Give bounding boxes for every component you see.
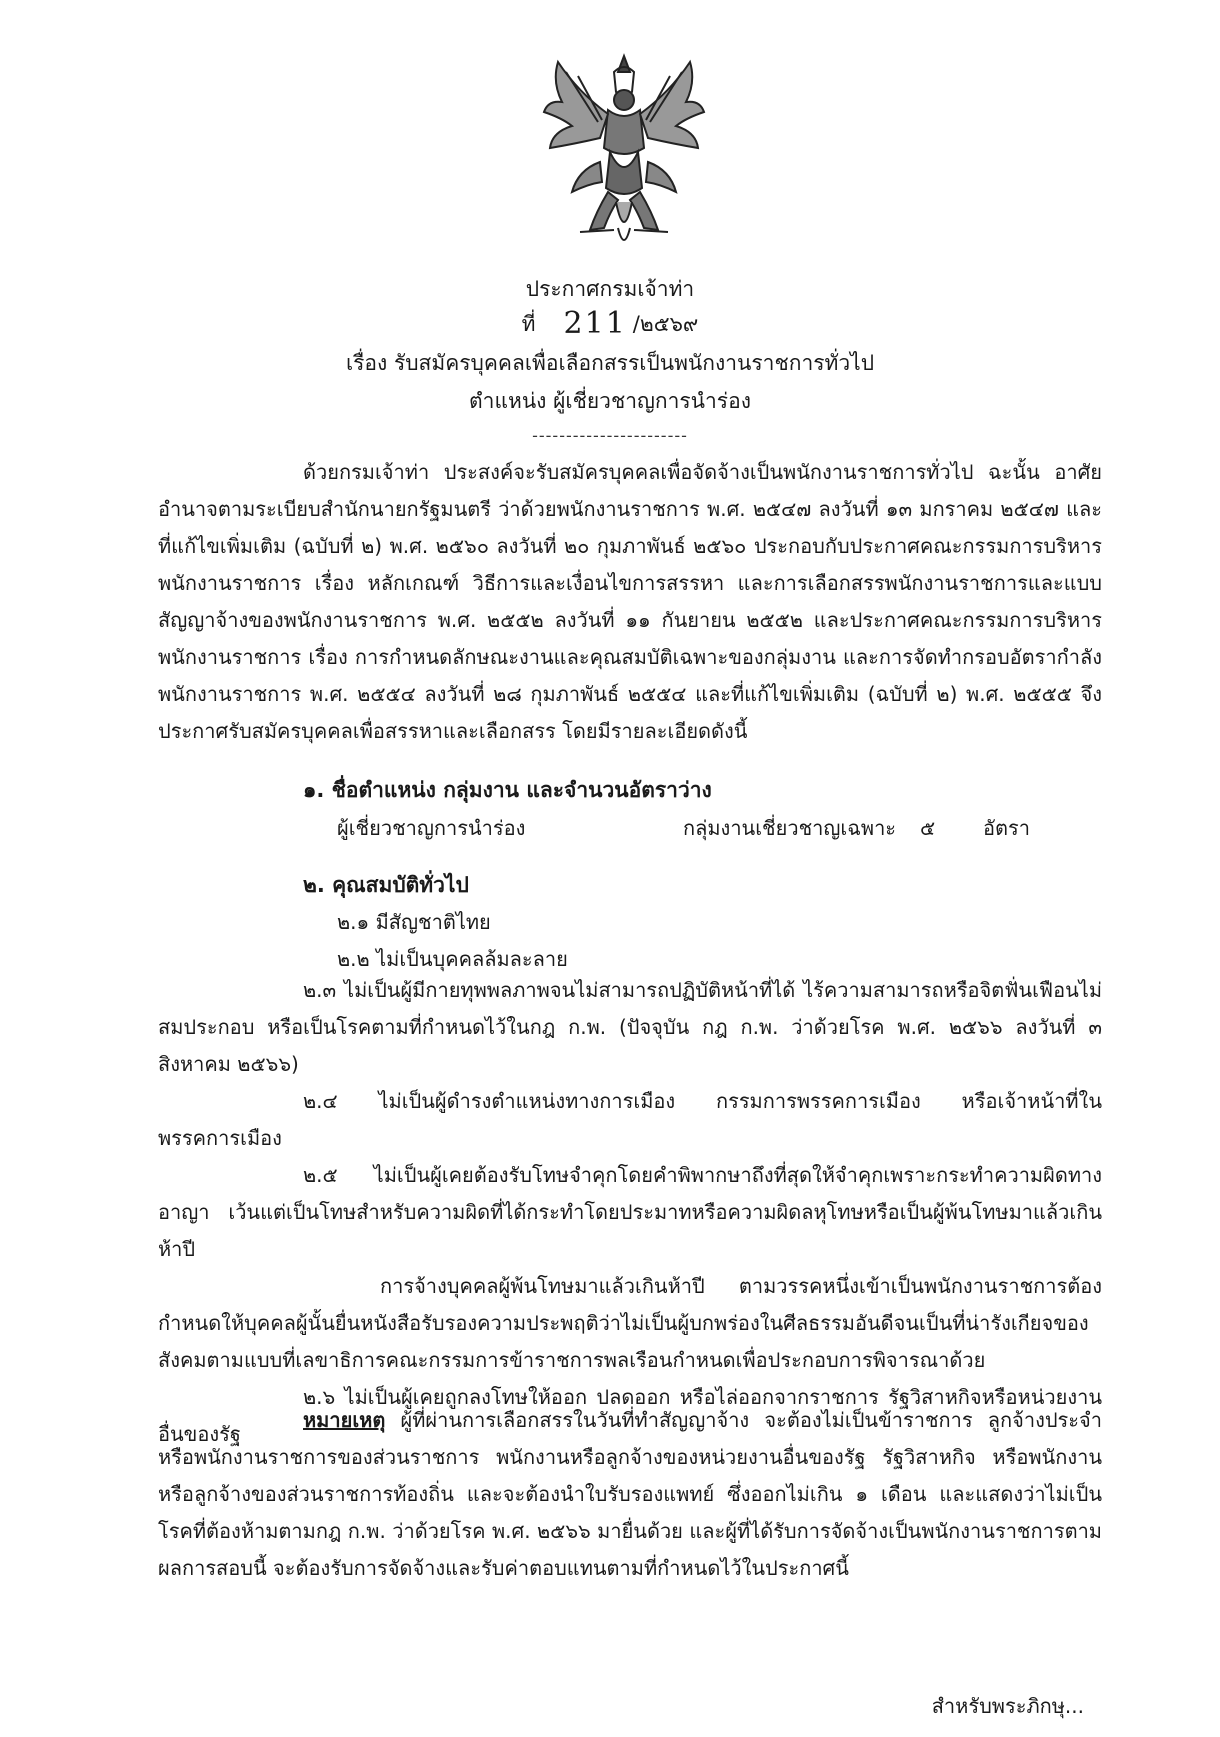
- section2-item2: ๒.๒ ไม่เป็นบุคคลล้มละลาย: [337, 947, 568, 971]
- section2-item1: ๒.๑ มีสัญชาติไทย: [337, 910, 491, 934]
- section1-group: กลุ่มงานเชี่ยวชาญเฉพาะ: [683, 816, 897, 840]
- section1-unit: อัตรา: [983, 816, 1030, 840]
- section2-item3: ๒.๓ ไม่เป็นผู้มีกายทุพพลภาพจนไม่สามารถปฏิบัติหน้าที่ได้ ไร้ความสามารถหรือจิตฟั่นเฟือนไม่สมประกอบ หรือเป็นโรคตามที่กำหนดไว้ในกฎ ก.พ. (ปัจจุบัน กฎ ก.พ. ว่าด้วยโรค พ.ศ. ๒๕๖๖ ลงวันที่ ๓ สิงหาคม ๒๕๖๖): [158, 978, 1102, 1076]
- note-text: ผู้ที่ผ่านการเลือกสรรในวันที่ทำสัญญาจ้าง จะต้องไม่เป็นข้าราชการ ลูกจ้างประจำหรือพนักงานราชการของส่วนราชการ พนักงานหรือลูกจ้างของหน่วยงานอื่นของรัฐ รัฐวิสาหกิจ หรือพนักงานหรือลูกจ้างของส่วนราชการท้องถิ่น และจะต้องนำใบรับรองแพทย์ ซึ่งออกไม่เกิน ๑ เดือน และแสดงว่าไม่เป็นโรคที่ต้องห้ามตามกฎ ก.พ. ว่าด้วยโรค พ.ศ. ๒๕๖๖ มายื่นด้วย และผู้ที่ได้รับการจัดจ้างเป็นพนักงานราชการตามผลการสอบนี้ จะต้องรับการจัดจ้างและรับค่าตอบแทนตามที่กำหนดไว้ในประกาศนี้: [158, 1408, 1102, 1580]
- note-label: หมายเหตุ: [303, 1408, 386, 1432]
- number-prefix: ที่: [521, 312, 536, 336]
- announcement-number: [0, 308, 1220, 340]
- note-block: [158, 1402, 1102, 1587]
- number-value: 211: [563, 306, 627, 341]
- section2-item6: ๒.๖ ไม่เป็นผู้เคยถูกลงโทษให้ออก ปลดออก หรือไล่ออกจากราชการ รัฐวิสาหกิจหรือหน่วยงานอื่นของรัฐ: [158, 1385, 1102, 1446]
- number-suffix: /๒๕๖๙: [632, 312, 699, 336]
- announcement-position: ตำแหน่ง ผู้เชี่ยวชาญการนำร่อง: [469, 389, 751, 413]
- garuda-emblem: [538, 52, 710, 257]
- section2-body: [158, 972, 1102, 1453]
- section2-item5-continued: การจ้างบุคคลผู้พ้นโทษมาแล้วเกินห้าปี ตามวรรคหนึ่งเข้าเป็นพนักงานราชการต้องกำหนดให้บุคคลผู้นั้นยื่นหนังสือรับรองความประพฤติว่าไม่เป็นผู้บกพร่องในศีลธรรมอันดีจนเป็นที่น่ารังเกียจของสังคมตามแบบที่เลขาธิการคณะกรรมการข้าราชการพลเรือนกำหนดเพื่อประกอบการพิจารณาด้วย: [158, 1274, 1102, 1372]
- section2-item4: ๒.๔ ไม่เป็นผู้ดำรงตำแหน่งทางการเมือง กรรมการพรรคการเมือง หรือเจ้าหน้าที่ในพรรคการเมือง: [158, 1089, 1102, 1150]
- intro-block: [158, 454, 1102, 750]
- section2-title: ๒. คุณสมบัติทั่วไป: [303, 873, 469, 897]
- section2-item5: ๒.๕ ไม่เป็นผู้เคยต้องรับโทษจำคุกโดยคำพิพากษาถึงที่สุดให้จำคุกเพราะกระทำความผิดทางอาญา เว้นแต่เป็นโทษสำหรับความผิดที่ได้กระทำโดยประมาทหรือความผิดลหุโทษหรือเป็นผู้พ้นโทษมาแล้วเกินห้าปี: [158, 1163, 1102, 1261]
- header-divider: -----------------------: [532, 426, 688, 445]
- section1-count: ๕: [920, 816, 936, 840]
- intro-paragraph: ด้วยกรมเจ้าท่า ประสงค์จะรับสมัครบุคคลเพื่อจัดจ้างเป็นพนักงานราชการทั่วไป ฉะนั้น อาศัยอำนาจตามระเบียบสำนักนายกรัฐมนตรี ว่าด้วยพนักงานราชการ พ.ศ. ๒๕๔๗ ลงวันที่ ๑๓ มกราคม ๒๕๔๗ และที่แก้ไขเพิ่มเติม (ฉบับที่ ๒) พ.ศ. ๒๕๖๐ ลงวันที่ ๒๐ กุมภาพันธ์ ๒๕๖๐ ประกอบกับประกาศคณะกรรมการบริหารพนักงานราชการ เรื่อง หลักเกณฑ์ วิธีการและเงื่อนไขการสรรหา และการเลือกสรรพนักงานราชการและแบบสัญญาจ้างของพนักงานราชการ พ.ศ. ๒๕๕๒ ลงวันที่ ๑๑ กันยายน ๒๕๕๒ และประกาศคณะกรรมการบริหารพนักงานราชการ เรื่อง การกำหนดลักษณะงานและคุณสมบัติเฉพาะของกลุ่มงาน และการจัดทำกรอบอัตรากำลังพนักงานราชการ พ.ศ. ๒๕๕๔ ลงวันที่ ๒๘ กุมภาพันธ์ ๒๕๕๔ และที่แก้ไขเพิ่มเติม (ฉบับที่ ๒) พ.ศ. ๒๕๕๕ จึงประกาศรับสมัครบุคคลเพื่อสรรหาและเลือกสรร โดยมีรายละเอียดดังนี้: [158, 460, 1102, 743]
- section1-position: ผู้เชี่ยวชาญการนำร่อง: [337, 816, 526, 840]
- announcement-title: ประกาศกรมเจ้าท่า: [525, 277, 695, 301]
- continuation-footer: สำหรับพระภิกษุ...: [931, 1694, 1084, 1718]
- section1-title: ๑. ชื่อตำแหน่ง กลุ่มงาน และจำนวนอัตราว่าง: [303, 778, 712, 802]
- announcement-subject: เรื่อง รับสมัครบุคคลเพื่อเลือกสรรเป็นพนักงานราชการทั่วไป: [345, 351, 875, 375]
- note-paragraph: [158, 1402, 1102, 1587]
